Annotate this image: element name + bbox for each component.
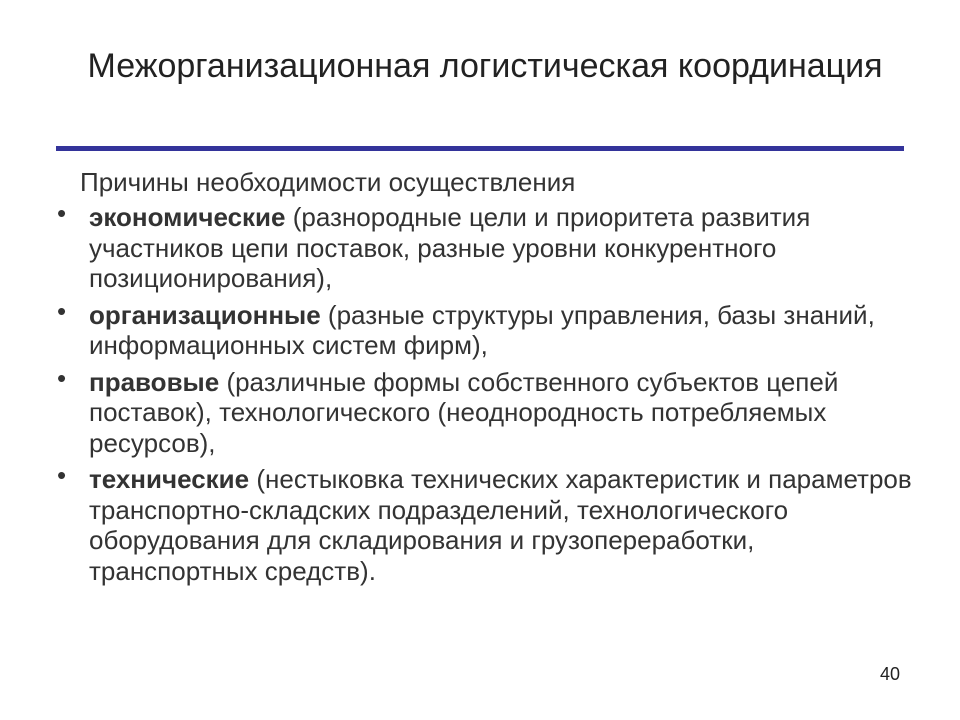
slide-title: Межорганизационная логистическая координация <box>87 47 883 85</box>
intro-text: Причины необходимости осуществления <box>80 167 576 197</box>
bullet-text: (различные формы собственного субъектов цепей поставок), технологического (неоднородность потребляемых ресурсов), <box>89 366 839 458</box>
bullet-text: (нестыковка технических характеристик и параметров транспортно-складских подразделений, технологического оборудования для складирования и грузопереработки, транспортных средств). <box>89 464 912 586</box>
bullet-icon: • <box>57 460 67 490</box>
bullet-item-economic <box>57 198 920 294</box>
bullet-item-organizational <box>57 295 920 361</box>
bullet-item-technical <box>57 460 920 586</box>
page-number: 40 <box>879 664 901 684</box>
bullet-term: технические <box>89 464 250 494</box>
bullet-text: (разнородные цели и приоритета развития участников цепи поставок, разные уровни конкурентного позиционирования), <box>89 202 811 293</box>
slide-content <box>57 166 920 592</box>
bullet-icon: • <box>57 295 67 326</box>
title-underline <box>56 146 904 151</box>
bullet-item-legal <box>57 362 920 459</box>
bullet-list <box>57 198 920 586</box>
bullet-icon: • <box>57 362 67 393</box>
bullet-term: организационные <box>89 299 321 330</box>
bullet-term: экономические <box>89 202 286 232</box>
bullet-icon: • <box>57 198 67 228</box>
bullet-text: (разные структуры управления, базы знаний, информационных систем фирм), <box>89 299 875 360</box>
bullet-term: правовые <box>89 366 220 397</box>
